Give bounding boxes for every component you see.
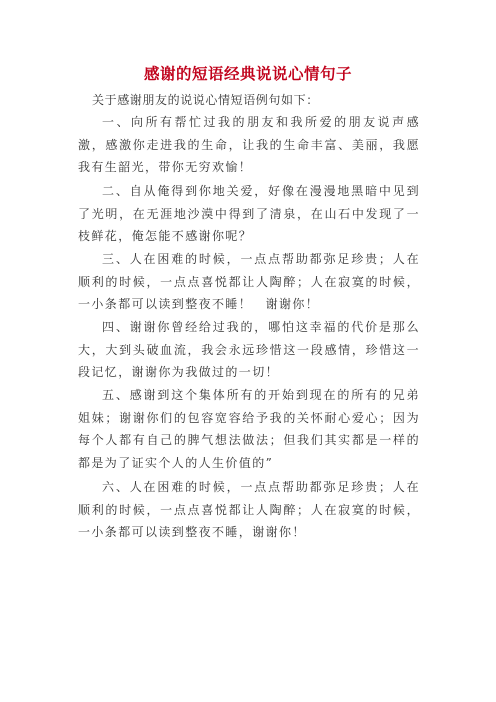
paragraph: 一、向所有帮忙过我的朋友和我所爱的朋友说声感激，感激你走进我的生命，让我的生命丰富、美丽，我愿我有生韶光，带你无穷欢愉！ [78, 115, 420, 174]
paragraph: 六、人在困难的时候，一点点帮助都弥足珍贵；人在顺利的时候，一点点喜悦都让人陶醉；人在寂寞的时候，一小条都可以读到整夜不睡，谢谢你！ [78, 480, 420, 539]
paragraph: 三、人在困难的时候，一点点帮助都弥足珍贵；人在顺利的时候，一点点喜悦都让人陶醉；人在寂寞的时候，一小条都可以读到整夜不睡！ 谢谢你！ [78, 252, 420, 311]
paragraph: 二、自从俺得到你地关爱，好像在漫漫地黑暗中见到了光明，在无涯地沙漠中得到了清泉，在山石中发现了一枝鲜花，俺怎能不感谢你呢？ [78, 184, 420, 243]
paragraph: 五、感谢到这个集体所有的开始到现在的所有的兄弟姐妹；谢谢你们的包容宽容给予我的关怀耐心爱心；因为每个人都有自己的脾气想法做法；但我们其实都是一样的都是为了证实个人的人生价值的” [78, 388, 420, 470]
paragraph: 四、谢谢你曾经给过我的，哪怕这幸福的代价是那么大，大到头破血流，我会永远珍惜这一段感情，珍惜这一段记忆，谢谢你为我做过的一切！ [78, 320, 420, 379]
document-title: 感谢的短语经典说说心情句子 [143, 64, 352, 83]
intro-text: 关于感谢朋友的说说心情短语例句如下： [92, 93, 319, 107]
